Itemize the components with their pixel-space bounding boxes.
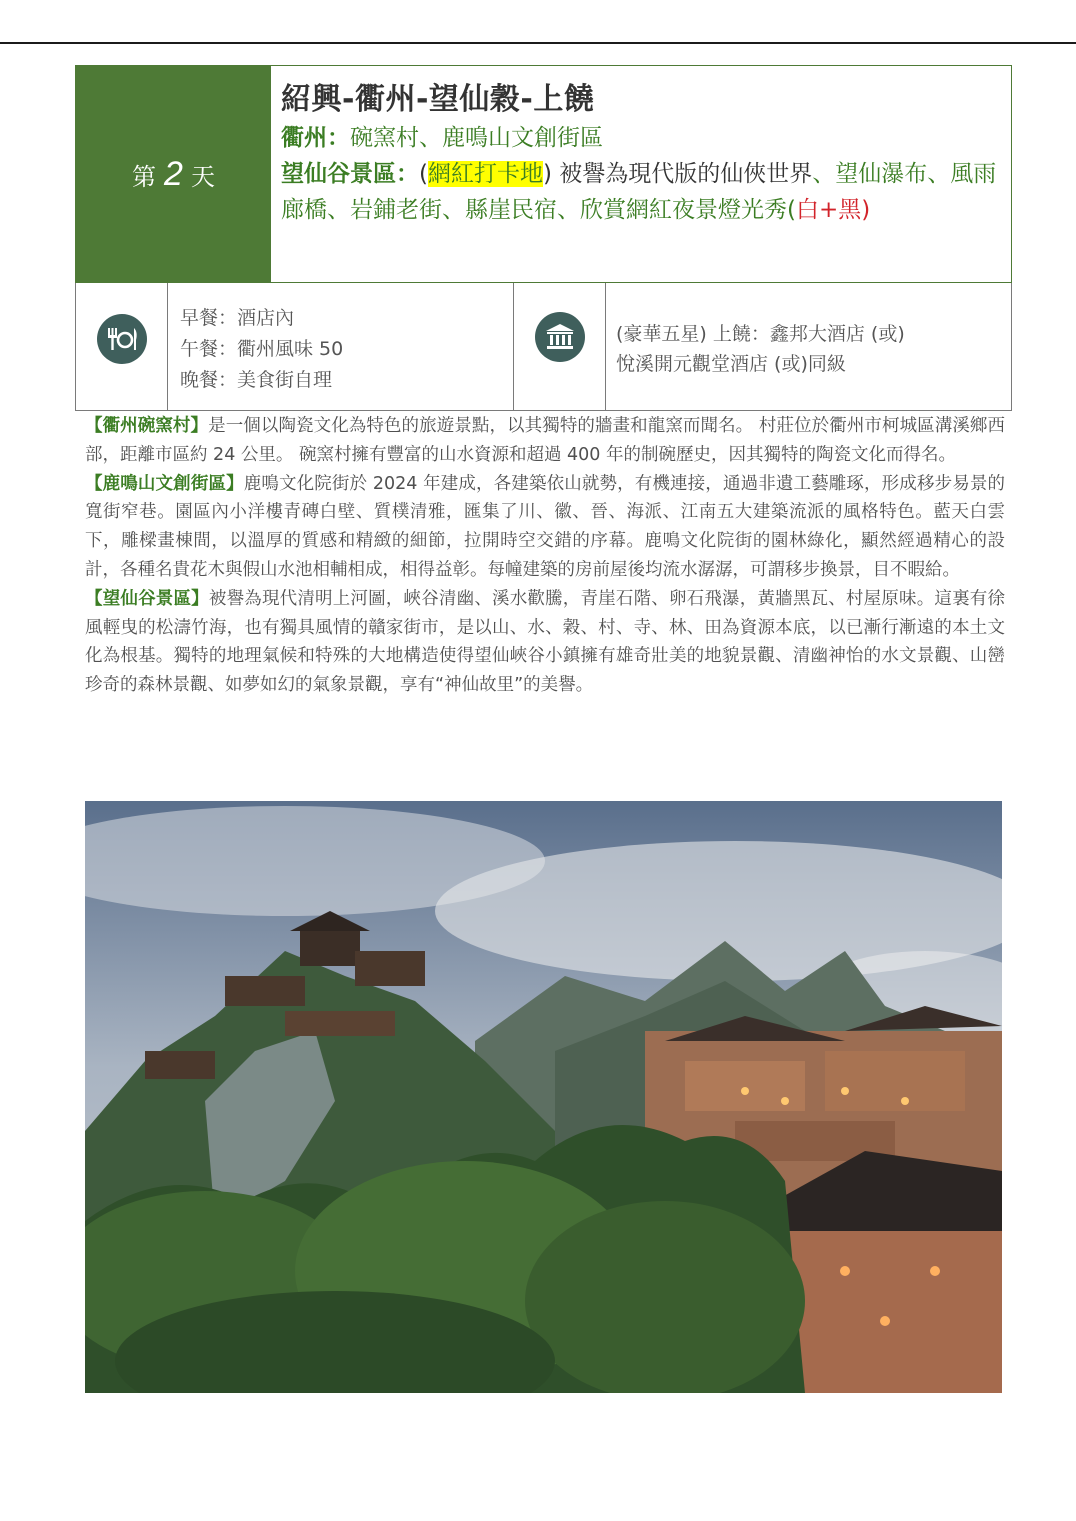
hotel-line-1: (豪華五星) 上饒：鑫邦大酒店 (或) bbox=[616, 323, 905, 345]
hotel-line-2: 悅溪開元觀堂酒店 (或)同級 bbox=[616, 353, 846, 375]
meals-hotel-row bbox=[75, 283, 1012, 411]
quzhou-sites: 碗窯村、鹿鳴山文創街區 bbox=[350, 125, 603, 151]
route-title: 紹興-衢州-望仙穀-上饒 bbox=[281, 82, 595, 117]
highlight-tag: 網紅打卡地 bbox=[427, 161, 543, 187]
breakfast-text: 早餐：酒店內 bbox=[180, 307, 295, 329]
description bbox=[85, 412, 1005, 700]
day-prefix: 第 bbox=[132, 162, 157, 191]
open-paren: ( bbox=[419, 161, 428, 187]
lunch-text: 午餐：衢州風味 50 bbox=[180, 338, 344, 360]
section-text: 被譽為現代清明上河圖，峽谷清幽、溪水歡騰，青崖石階、卵石飛瀑，黃牆黑瓦、村屋原味。這裏有徐風輕曳的松濤竹海，也有獨具風情的贛家街市，是以山、水、穀、村、寺、林、田為資源本底，以已漸行漸遠的本土文化為根基。獨特的地理氣候和特殊的大地構造使得望仙峽谷小鎮擁有雄奇壯美的地貌景觀、清幽神怡的水文景觀、山巒珍奇的森林景觀、如夢如幻的氣象景觀，享有“神仙故里”的美譽。 bbox=[85, 588, 1005, 696]
section-wanyao bbox=[85, 412, 1005, 470]
hotel-text bbox=[616, 319, 905, 379]
itinerary-summary bbox=[281, 80, 1001, 228]
hotel-icon-cell bbox=[514, 283, 606, 410]
close-paren: ) bbox=[542, 161, 552, 187]
show-close: ) bbox=[861, 197, 871, 223]
day-number: 2 bbox=[164, 154, 183, 193]
wangxian-sites: 、望仙瀑布、風雨廊橋、岩鋪老街、縣崖民宿、欣賞網紅夜景燈光秀( bbox=[281, 161, 997, 223]
top-rule bbox=[0, 42, 1076, 44]
wangxian-label: 望仙谷景區： bbox=[281, 161, 419, 187]
hotel-building-icon bbox=[535, 312, 585, 362]
meals-cell bbox=[168, 283, 514, 410]
wangxian-line bbox=[281, 156, 1001, 228]
section-heading: 【望仙谷景區】 bbox=[85, 588, 209, 609]
section-heading: 【衢州碗窯村】 bbox=[85, 416, 209, 436]
day-suffix: 天 bbox=[190, 162, 215, 191]
dinner-text: 晚餐：美食街自理 bbox=[180, 369, 333, 391]
day-header bbox=[75, 65, 1012, 283]
section-text: 鹿鳴文化院街於 2024 年建成，各建築依山就勢，有機連接，通過非遺工藝雕琢，形成移步易景的寬街窄巷。園區內小洋樓青磚白壁、質樸清雅，匯集了川、徽、晉、海派、江南五大建築流派的風格特色。藍天白雲下，雕樑畫棟間，以溫厚的質感和精緻的細節，拉開時空交錯的序幕。鹿鳴文化院街的園林綠化，顯然經過精心的設計，各種名貴花木與假山水池相輔相成，相得益彰。每幢建築的房前屋後均流水潺潺，可謂移步換景，目不暇給。 bbox=[85, 473, 1005, 580]
dining-icon bbox=[97, 314, 147, 364]
meal-icon-cell bbox=[76, 283, 168, 410]
section-heading: 【鹿鳴山文創街區】 bbox=[85, 473, 244, 494]
day-badge bbox=[76, 66, 271, 282]
section-luming bbox=[85, 470, 1005, 585]
quzhou-line bbox=[281, 120, 1001, 156]
show-variant: 白+黑 bbox=[795, 197, 862, 223]
section-wangxian bbox=[85, 585, 1005, 700]
wangxian-valley-photo bbox=[85, 801, 1002, 1393]
quzhou-label: 衢州： bbox=[281, 125, 350, 151]
section-text: 是一個以陶瓷文化為特色的旅遊景點，以其獨特的牆畫和龍窯而聞名。 村莊位於衢州市柯城區溝溪鄉西部，距離市區約 24 公里。 碗窯村擁有豐富的山水資源和超過 400 年的制碗歷史，因其獨特的陶瓷文化而得名。 bbox=[85, 416, 1006, 465]
wangxian-desc: 被譽為現代版的仙俠世界 bbox=[559, 161, 813, 187]
hotel-cell bbox=[606, 283, 1011, 410]
